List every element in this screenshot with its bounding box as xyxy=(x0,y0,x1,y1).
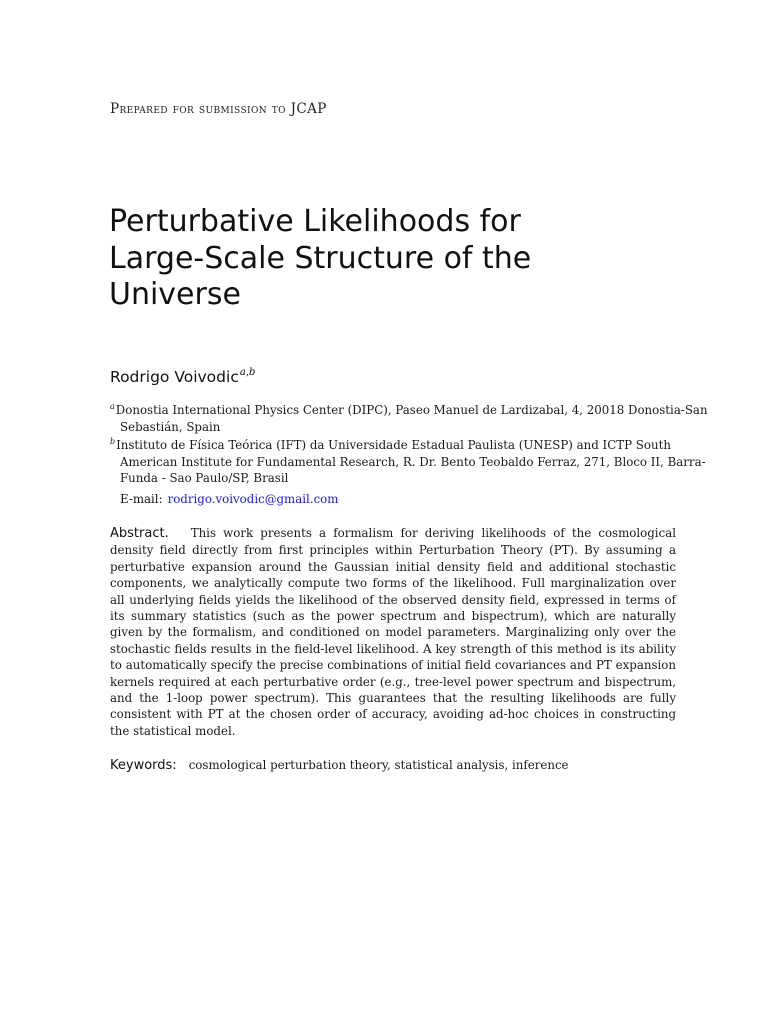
author-name: Rodrigo Voivodic xyxy=(110,368,239,386)
abstract-line: its summary statistics (such as the power spectrum and bispectrum), which are naturally xyxy=(110,609,676,624)
affiliation-line: American Institute for Fundamental Research, R. Dr. Bento Teobaldo Ferraz, 271, Bloco II, Barra- xyxy=(120,454,706,469)
keywords xyxy=(110,758,569,773)
abstract-text: This work presents a formalism for deriving likelihoods of the cosmological xyxy=(190,526,676,540)
affiliation-text: Instituto de Física Teórica (IFT) da Universidade Estadual Paulista (UNESP) and ICTP South xyxy=(116,438,671,452)
abstract-line: all underlying fields yields the likelihood of the observed density field, expressed in terms of xyxy=(110,592,676,607)
abstract-line: components, we analytically compute two forms of the likelihood. Full marginalization over xyxy=(110,576,676,591)
abstract-line: perturbative expansion around the Gaussian initial density field and additional stochastic xyxy=(110,559,676,574)
affiliation-a xyxy=(110,399,708,435)
email-label: E-mail: xyxy=(120,492,163,506)
author-affiliation-marks: a,b xyxy=(239,367,256,378)
abstract-line: density field directly from first principles within Perturbation Theory (PT). By assuming a xyxy=(110,543,676,558)
abstract-line: consistent with PT at the chosen order of accuracy, avoiding ad-hoc choices in constructing xyxy=(110,707,676,722)
abstract-label: Abstract. xyxy=(110,526,169,541)
email-link[interactable]: rodrigo.voivodic@gmail.com xyxy=(167,492,339,506)
abstract-line: the statistical model. xyxy=(110,723,236,738)
abstract-line: to automatically specify the precise combinations of initial field covariances and PT expansion xyxy=(110,658,676,673)
title-line: Perturbative Likelihoods for xyxy=(109,204,521,239)
paper-title xyxy=(109,204,669,314)
affiliation-mark: a xyxy=(110,402,115,411)
abstract-line: kernels required at each perturbative order (e.g., tree-level power spectrum and bispectrum, xyxy=(110,674,676,689)
abstract-line: stochastic fields results in the field-level likelihood. A key strength of this method is its ability xyxy=(110,641,676,656)
author xyxy=(110,367,255,386)
title-line: Large-Scale Structure of the xyxy=(109,240,532,276)
abstract-line: and the 1-loop power spectrum). This guarantees that the resulting likelihoods are fully xyxy=(110,691,676,706)
affiliation-b xyxy=(110,434,706,487)
submission-note: Prepared for submission to JCAP xyxy=(110,101,327,117)
keywords-label: Keywords: xyxy=(110,758,177,773)
affiliation-line: Sebastián, Spain xyxy=(120,419,221,434)
abstract-line: given by the formalism, and conditioned on model parameters. Marginalizing only over the xyxy=(110,625,676,640)
email-line xyxy=(120,492,338,506)
affiliation-line xyxy=(110,434,676,454)
abstract xyxy=(110,525,676,739)
affiliation-line xyxy=(110,399,708,419)
affiliation-line: Funda - Sao Paulo/SP, Brasil xyxy=(120,471,289,486)
affiliation-text: Donostia International Physics Center (DIPC), Paseo Manuel de Lardizabal, 4, 20018 Donostia-San xyxy=(115,403,708,417)
title-line: Universe xyxy=(109,277,241,312)
keywords-text: cosmological perturbation theory, statistical analysis, inference xyxy=(188,758,569,772)
abstract-line xyxy=(110,525,676,542)
affiliation-mark: b xyxy=(110,437,116,446)
